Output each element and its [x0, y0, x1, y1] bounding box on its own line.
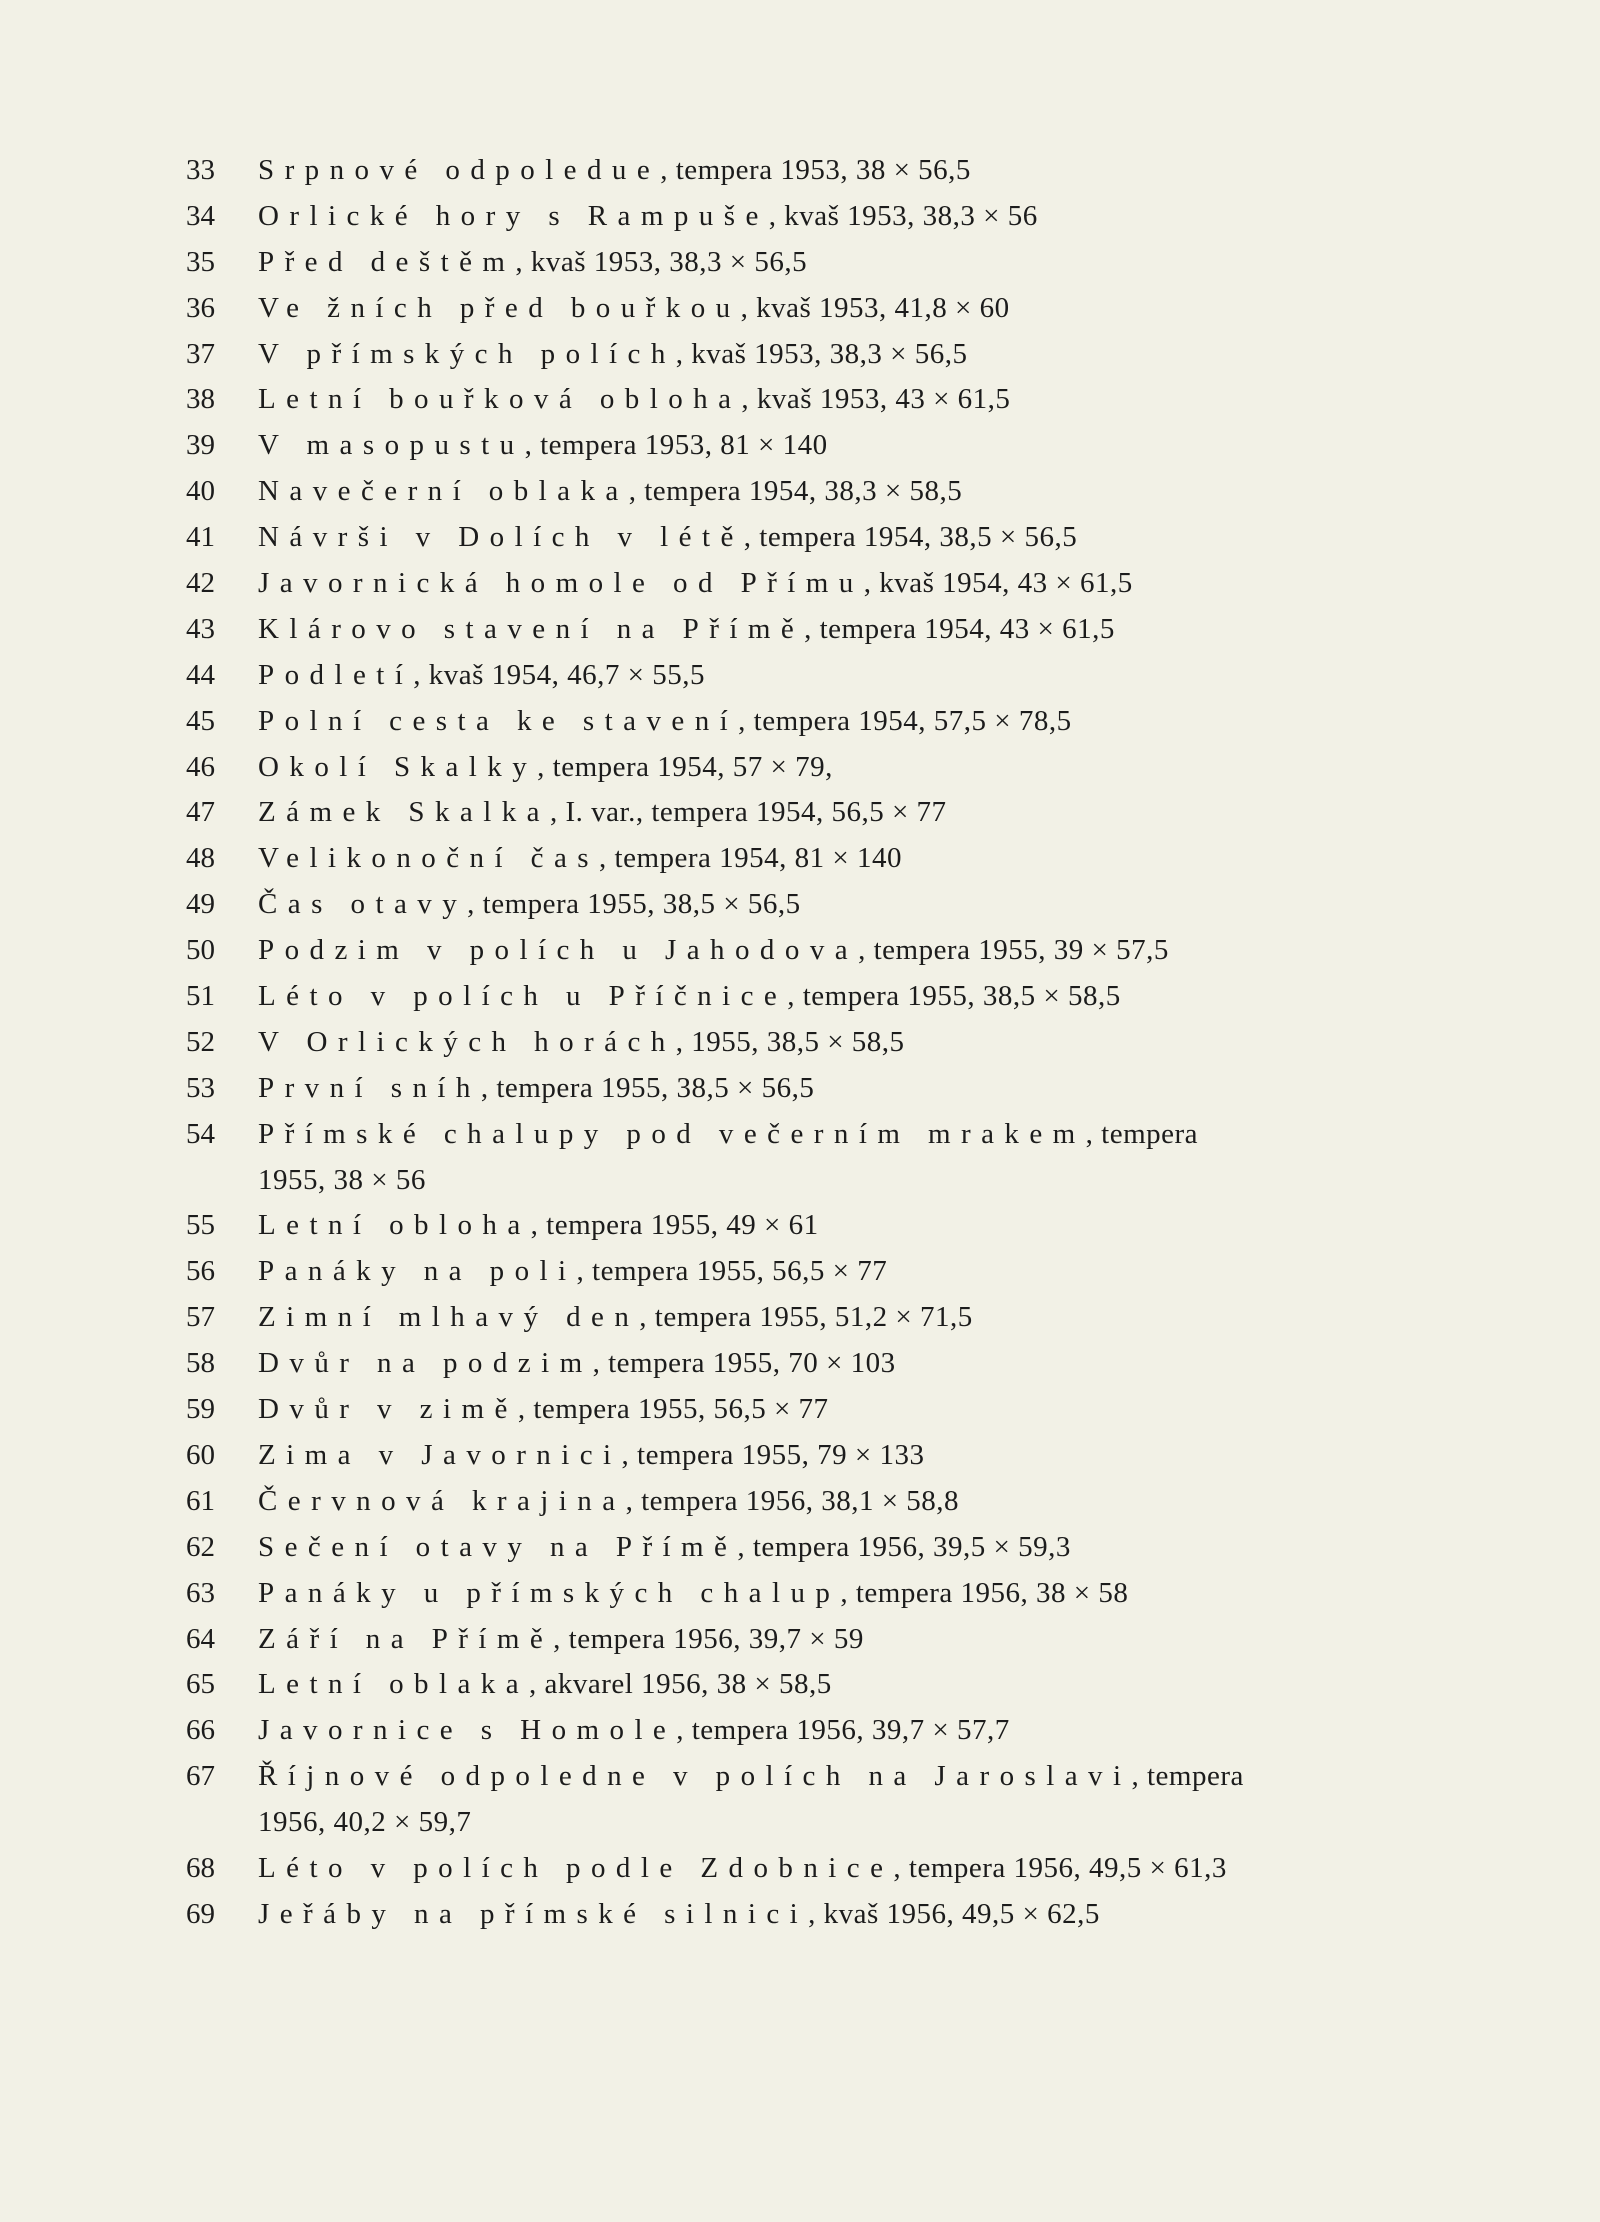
item-title: V masopustu [258, 429, 525, 462]
item-details: , tempera 1954, 38,5 × 56,5 [743, 521, 1078, 554]
item-details: , tempera 1954, 43 × 61,5 [804, 612, 1115, 645]
list-item [186, 1891, 1386, 1937]
list-item [186, 1340, 1386, 1386]
list-item [186, 376, 1386, 422]
item-number: 49 [186, 888, 215, 921]
item-number: 43 [186, 612, 215, 645]
list-item [186, 927, 1386, 973]
list-item [186, 789, 1386, 835]
item-details: , tempera 1955, 38,5 × 56,5 [467, 888, 801, 921]
item-details: , kvaš 1953, 41,8 × 60 [740, 291, 1010, 324]
list-item [186, 881, 1386, 927]
list-item [186, 1570, 1386, 1616]
item-title: Letní bouřková obloha [258, 383, 742, 416]
item-number: 45 [186, 704, 215, 737]
item-title: Podletí [258, 658, 414, 691]
item-title: Září na Přímě [258, 1622, 554, 1655]
item-details: , kvaš 1954, 43 × 61,5 [863, 567, 1133, 600]
item-title: Čas otavy [258, 888, 468, 921]
item-title: Před deštěm [258, 245, 516, 278]
item-title: Polní cesta ke stavení [258, 704, 739, 737]
item-number: 55 [186, 1209, 215, 1242]
list-item [186, 698, 1386, 744]
list-item [186, 1386, 1386, 1432]
item-number: 60 [186, 1438, 215, 1471]
item-number: 65 [186, 1668, 215, 1701]
list-item [186, 560, 1386, 606]
item-number: 56 [186, 1255, 215, 1288]
item-number: 52 [186, 1025, 215, 1058]
item-number: 36 [186, 291, 215, 324]
item-details: , tempera 1956, 39,5 × 59,3 [737, 1530, 1071, 1563]
item-title: Zima v Javornici [258, 1438, 622, 1471]
item-number: 63 [186, 1576, 215, 1609]
item-number: 59 [186, 1393, 215, 1426]
item-details: , akvarel 1956, 38 × 58,5 [529, 1668, 832, 1701]
item-number: 62 [186, 1530, 215, 1563]
item-title: Javornice s Homole [258, 1714, 677, 1747]
item-number: 35 [186, 245, 215, 278]
item-details: , tempera [1085, 1117, 1199, 1150]
list-item [186, 1019, 1386, 1065]
list-item [186, 514, 1386, 560]
item-details: , kvaš 1953, 38,3 × 56 [768, 199, 1038, 232]
item-number: 39 [186, 429, 215, 462]
item-details: , tempera 1956, 39,7 × 57,7 [676, 1714, 1010, 1747]
list-item-continuation [186, 1799, 1386, 1845]
item-title: Okolí Skalky [258, 750, 538, 783]
item-details: , tempera 1955, 39 × 57,5 [858, 934, 1169, 967]
item-details: , kvaš 1953, 43 × 61,5 [741, 383, 1011, 416]
item-details: , tempera 1953, 38 × 56,5 [660, 154, 971, 186]
item-details: , tempera 1955, 56,5 × 77 [517, 1393, 829, 1426]
item-details: , tempera 1955, 38,5 × 56,5 [480, 1071, 815, 1104]
item-title: Ve žních před bouřkou [258, 291, 741, 324]
item-number: 33 [186, 154, 215, 186]
item-number: 50 [186, 934, 215, 967]
list-item [186, 1845, 1386, 1891]
item-number: 38 [186, 383, 215, 416]
item-title: Srpnové odpoledue [258, 154, 661, 186]
list-item [186, 1202, 1386, 1248]
item-title: Říjnové odpoledne v polích na Jaroslavi [258, 1760, 1132, 1793]
list-item [186, 1753, 1386, 1799]
item-title: V přímských polích [258, 337, 676, 370]
item-details: , tempera 1955, 70 × 103 [592, 1347, 896, 1380]
item-title: V Orlických horách [258, 1025, 676, 1058]
item-details: , tempera 1954, 57,5 × 78,5 [738, 704, 1072, 737]
item-details: , tempera 1955, 38,5 × 58,5 [787, 980, 1121, 1013]
item-title: Návrši v Dolích v létě [258, 521, 744, 554]
list-item [186, 1248, 1386, 1294]
item-title: Panáky na poli [258, 1255, 577, 1288]
list-item [186, 331, 1386, 377]
item-details: , tempera 1953, 81 × 140 [524, 429, 828, 462]
item-details: , tempera 1954, 38,3 × 58,5 [628, 475, 963, 508]
item-number: 47 [186, 796, 215, 829]
list-item [186, 422, 1386, 468]
item-title: Navečerní oblaka [258, 475, 629, 508]
item-number: 51 [186, 980, 215, 1013]
item-details: , tempera 1956, 39,7 × 59 [553, 1622, 864, 1655]
item-title: Červnová krajina [258, 1484, 626, 1517]
item-title: Letní obloha [258, 1209, 531, 1242]
item-number: 69 [186, 1897, 215, 1930]
list-item [186, 1661, 1386, 1707]
item-details: , I. var., tempera 1954, 56,5 × 77 [549, 796, 947, 829]
item-title: Dvůr v zimě [258, 1393, 518, 1426]
list-item [186, 193, 1386, 239]
item-details-continued: 1956, 40,2 × 59,7 [258, 1806, 472, 1839]
item-title: Léto v polích u Příčnice [258, 980, 788, 1013]
item-number: 40 [186, 475, 215, 508]
list-item [186, 1432, 1386, 1478]
item-details: , tempera 1954, 57 × 79, [537, 750, 833, 783]
list-item [186, 973, 1386, 1019]
item-title: První sníh [258, 1071, 481, 1104]
item-number: 64 [186, 1622, 215, 1655]
item-details: , tempera 1955, 51,2 × 71,5 [639, 1301, 973, 1334]
item-details: , tempera 1956, 38,1 × 58,8 [625, 1484, 960, 1517]
item-number: 53 [186, 1071, 215, 1104]
item-title: Zámek Skalka [258, 796, 550, 829]
list-item [186, 1616, 1386, 1662]
item-title: Podzim v polích u Jahodova [258, 934, 859, 967]
list-item-continuation [186, 1157, 1386, 1203]
item-number: 57 [186, 1301, 215, 1334]
list-item [186, 606, 1386, 652]
item-details: , kvaš 1953, 38,3 × 56,5 [675, 337, 968, 370]
item-details: , kvaš 1956, 49,5 × 62,5 [808, 1897, 1100, 1930]
item-title: Přímské chalupy pod večerním mrakem [258, 1117, 1086, 1150]
item-title: Léto v polích podle Zdobnice [258, 1851, 894, 1884]
item-details: , kvaš 1953, 38,3 × 56,5 [515, 245, 808, 278]
item-number: 54 [186, 1117, 215, 1150]
item-number: 68 [186, 1851, 215, 1884]
item-number: 44 [186, 658, 215, 691]
item-number: 48 [186, 842, 215, 875]
list-item [186, 239, 1386, 285]
item-title: Klárovo stavení na Přímě [258, 612, 805, 645]
item-details: , 1955, 38,5 × 58,5 [675, 1025, 905, 1058]
list-item [186, 285, 1386, 331]
list-item [186, 652, 1386, 698]
item-details: , kvaš 1954, 46,7 × 55,5 [413, 658, 706, 691]
list-item [186, 1111, 1386, 1157]
list-item [186, 1478, 1386, 1524]
list-item [186, 1524, 1386, 1570]
item-title: Sečení otavy na Přímě [258, 1530, 738, 1563]
catalogue-list [186, 147, 1386, 1937]
list-item [186, 147, 1386, 193]
item-title: Jeřáby na přímské silnici [258, 1897, 809, 1930]
list-item [186, 1707, 1386, 1753]
item-details: , tempera 1954, 81 × 140 [599, 842, 903, 875]
item-number: 66 [186, 1714, 215, 1747]
item-title: Letní oblaka [258, 1668, 530, 1701]
item-details: , tempera [1131, 1760, 1244, 1793]
item-title: Velikonoční čas [258, 842, 600, 875]
item-number: 42 [186, 567, 215, 600]
item-number: 58 [186, 1347, 215, 1380]
item-number: 61 [186, 1484, 215, 1517]
item-title: Javornická homole od Přímu [258, 567, 864, 600]
item-number: 41 [186, 521, 215, 554]
item-title: Panáky u přímských chalup [258, 1576, 841, 1609]
item-details: , tempera 1955, 79 × 133 [621, 1438, 925, 1471]
list-item [186, 1065, 1386, 1111]
item-number: 37 [186, 337, 215, 370]
list-item [186, 835, 1386, 881]
list-item [186, 744, 1386, 790]
list-item [186, 468, 1386, 514]
item-details: , tempera 1955, 56,5 × 77 [576, 1255, 888, 1288]
item-title: Zimní mlhavý den [258, 1301, 640, 1334]
item-title: Dvůr na podzim [258, 1347, 593, 1380]
item-title: Orlické hory s Rampuše [258, 199, 769, 232]
item-number: 34 [186, 199, 215, 232]
item-number: 67 [186, 1760, 215, 1793]
item-number: 46 [186, 750, 215, 783]
item-details: , tempera 1955, 49 × 61 [530, 1209, 819, 1242]
item-details-continued: 1955, 38 × 56 [258, 1163, 426, 1196]
item-details: , tempera 1956, 38 × 58 [840, 1576, 1129, 1609]
item-details: , tempera 1956, 49,5 × 61,3 [893, 1851, 1227, 1884]
list-item [186, 1294, 1386, 1340]
